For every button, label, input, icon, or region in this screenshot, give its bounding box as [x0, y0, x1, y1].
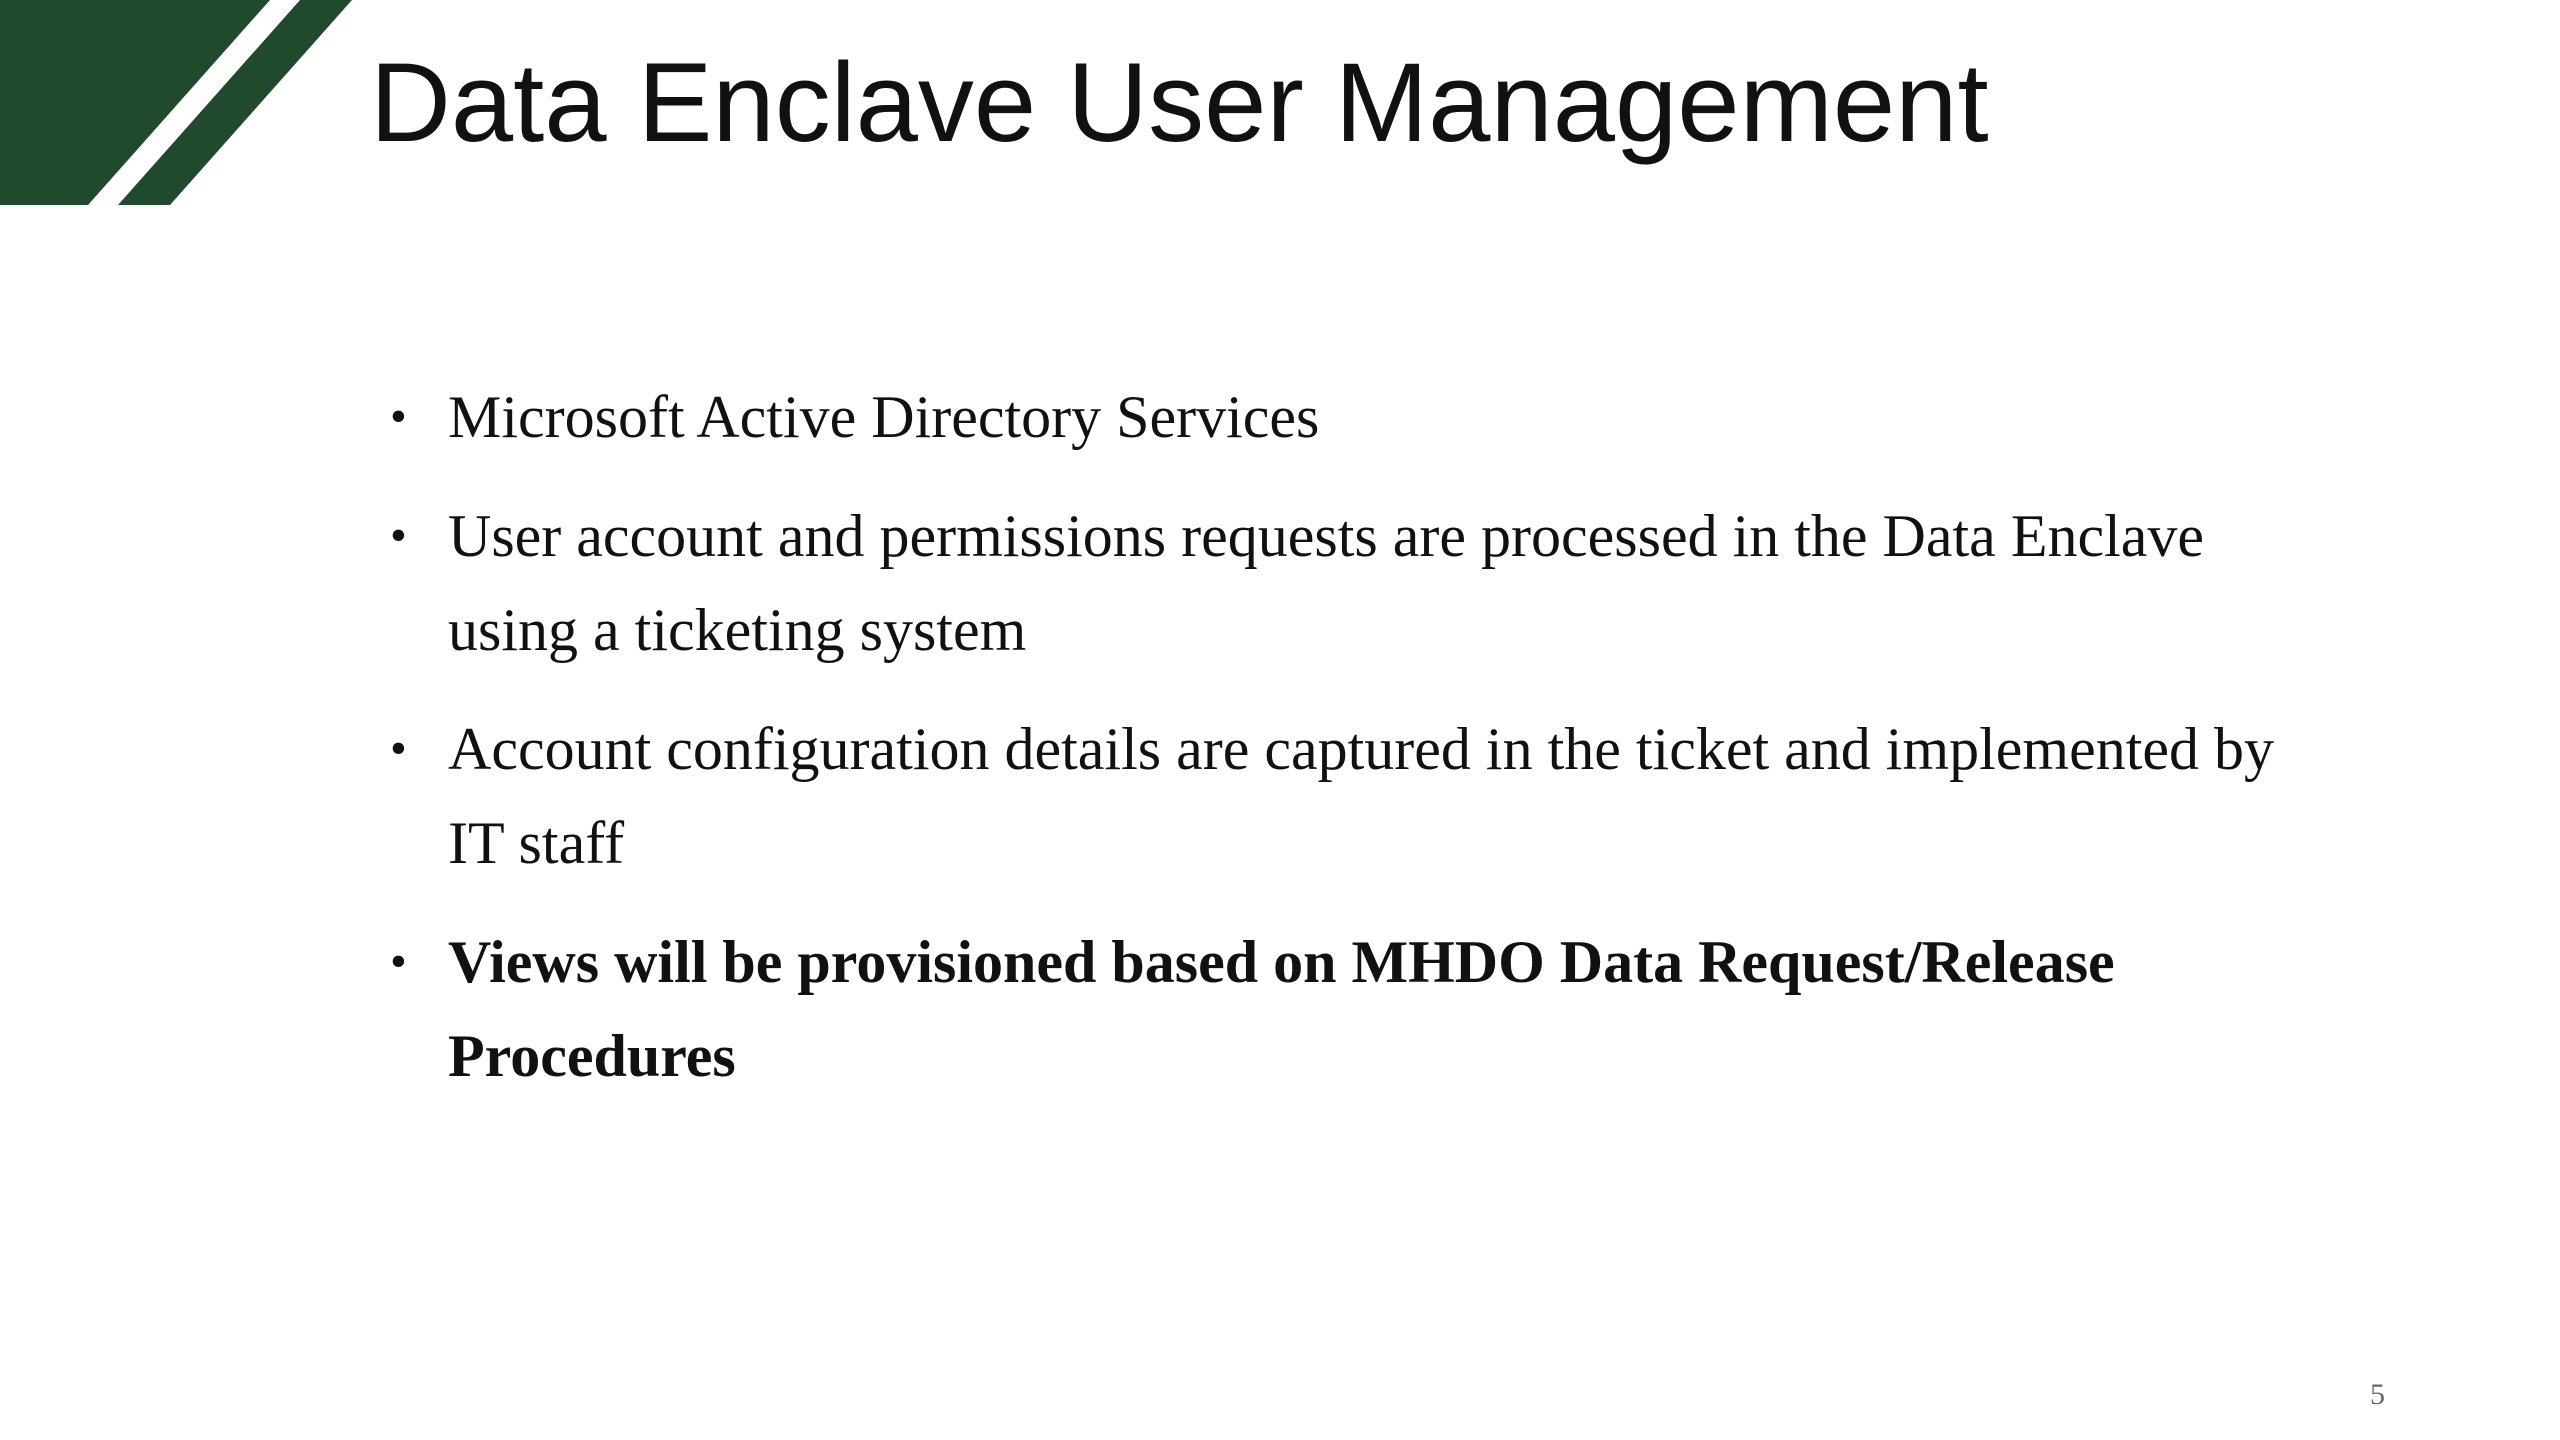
bullet-dot-icon: •: [390, 390, 407, 443]
bullet-text: User account and permissions requests are processed in the Data Enclave using a ticketing system: [448, 503, 2205, 663]
bullet-text: Account configuration details are captured in the ticket and implemented by IT staff: [448, 716, 2275, 876]
bullet-dot-icon: •: [390, 509, 407, 562]
slide-title: Data Enclave User Management: [370, 40, 1989, 165]
bullet-list: [390, 370, 2290, 1128]
bullet-text: Views will be provisioned based on MHDO Data Request/Release Procedures: [448, 929, 2115, 1089]
bullet-text: Microsoft Active Directory Services: [448, 384, 1320, 450]
bullet-item: [390, 489, 2290, 677]
bullet-item-emphasis: [390, 915, 2290, 1103]
page-number: 5: [2370, 1378, 2385, 1411]
corner-stripe-graphic: [0, 0, 360, 210]
bullet-item: [390, 702, 2290, 890]
bullet-dot-icon: •: [390, 722, 407, 775]
bullet-dot-icon: •: [390, 935, 407, 988]
bullet-item: [390, 370, 2290, 464]
